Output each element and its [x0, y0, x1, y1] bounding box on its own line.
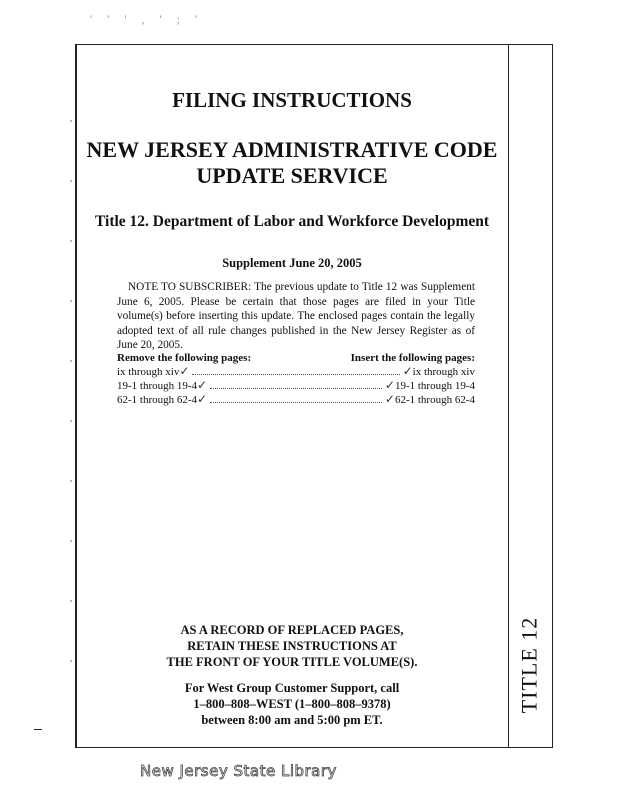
insert-pages: 19-1 through 19-4 — [394, 380, 475, 392]
check-mark-icon: ✓ — [384, 378, 395, 392]
side-tab-label: TITLE 12 — [516, 616, 541, 714]
table-row — [117, 364, 475, 378]
remove-header: Remove the following pages: — [117, 352, 252, 364]
subscriber-note-text: NOTE TO SUBSCRIBER: The previous update to Title 12 was Supplement June 6, 2005. Please be certain that those pages are filed in your Title volume(s) before inserting this update. The enclosed pages contain the legally adopted text of all rule changes published in the New Jersey Register as of June 20, 2005. — [117, 281, 475, 352]
dot-leader — [210, 401, 382, 403]
record-notice-line3: THE FRONT OF YOUR TITLE VOLUME(S). — [166, 655, 418, 669]
check-mark-icon: ✓ — [384, 392, 395, 406]
table-row — [117, 378, 475, 392]
remove-pages: ix through xiv — [117, 366, 180, 378]
check-mark-icon: ✓ — [402, 364, 413, 378]
insert-pages: ix through xiv — [412, 366, 475, 378]
support-info — [77, 680, 507, 728]
handwritten-scribble: ' ' ' , ' ; ' — [90, 12, 204, 26]
insert-pages: 62-1 through 62-4 — [394, 394, 475, 406]
support-hours: between 8:00 am and 5:00 pm ET. — [201, 713, 383, 727]
record-notice — [77, 622, 507, 670]
table-row — [117, 392, 475, 406]
check-mark-icon: ✓ — [197, 378, 208, 392]
code-title-line1: NEW JERSEY ADMINISTRATIVE CODE — [86, 137, 498, 162]
insert-header: Insert the following pages: — [350, 352, 475, 364]
side-tab — [506, 590, 552, 740]
pages-table — [117, 352, 475, 406]
subscriber-note — [117, 280, 475, 353]
binding-marks — [70, 120, 72, 720]
remove-pages: 19-1 through 19-4 — [117, 380, 198, 392]
record-notice-line1: AS A RECORD OF REPLACED PAGES, — [180, 623, 404, 637]
code-title-line2: UPDATE SERVICE — [196, 163, 388, 188]
title-subtitle: Title 12. Department of Labor and Workforce Development — [94, 213, 490, 230]
remove-pages: 62-1 through 62-4 — [117, 394, 198, 406]
support-line1: For West Group Customer Support, call — [184, 681, 400, 695]
margin-mark — [34, 729, 42, 730]
check-mark-icon: ✓ — [197, 392, 208, 406]
check-mark-icon: ✓ — [179, 364, 190, 378]
supplement-date: Supplement June 20, 2005 — [222, 256, 362, 270]
page-title: FILING INSTRUCTIONS — [172, 88, 412, 112]
dot-leader — [192, 373, 399, 375]
library-stamp: New Jersey State Library — [140, 762, 337, 780]
support-phone: 1–800–808–WEST (1–800–808–9378) — [193, 697, 391, 711]
record-notice-line2: RETAIN THESE INSTRUCTIONS AT — [187, 639, 397, 653]
dot-leader — [210, 387, 382, 389]
pages-table-header — [117, 352, 475, 364]
